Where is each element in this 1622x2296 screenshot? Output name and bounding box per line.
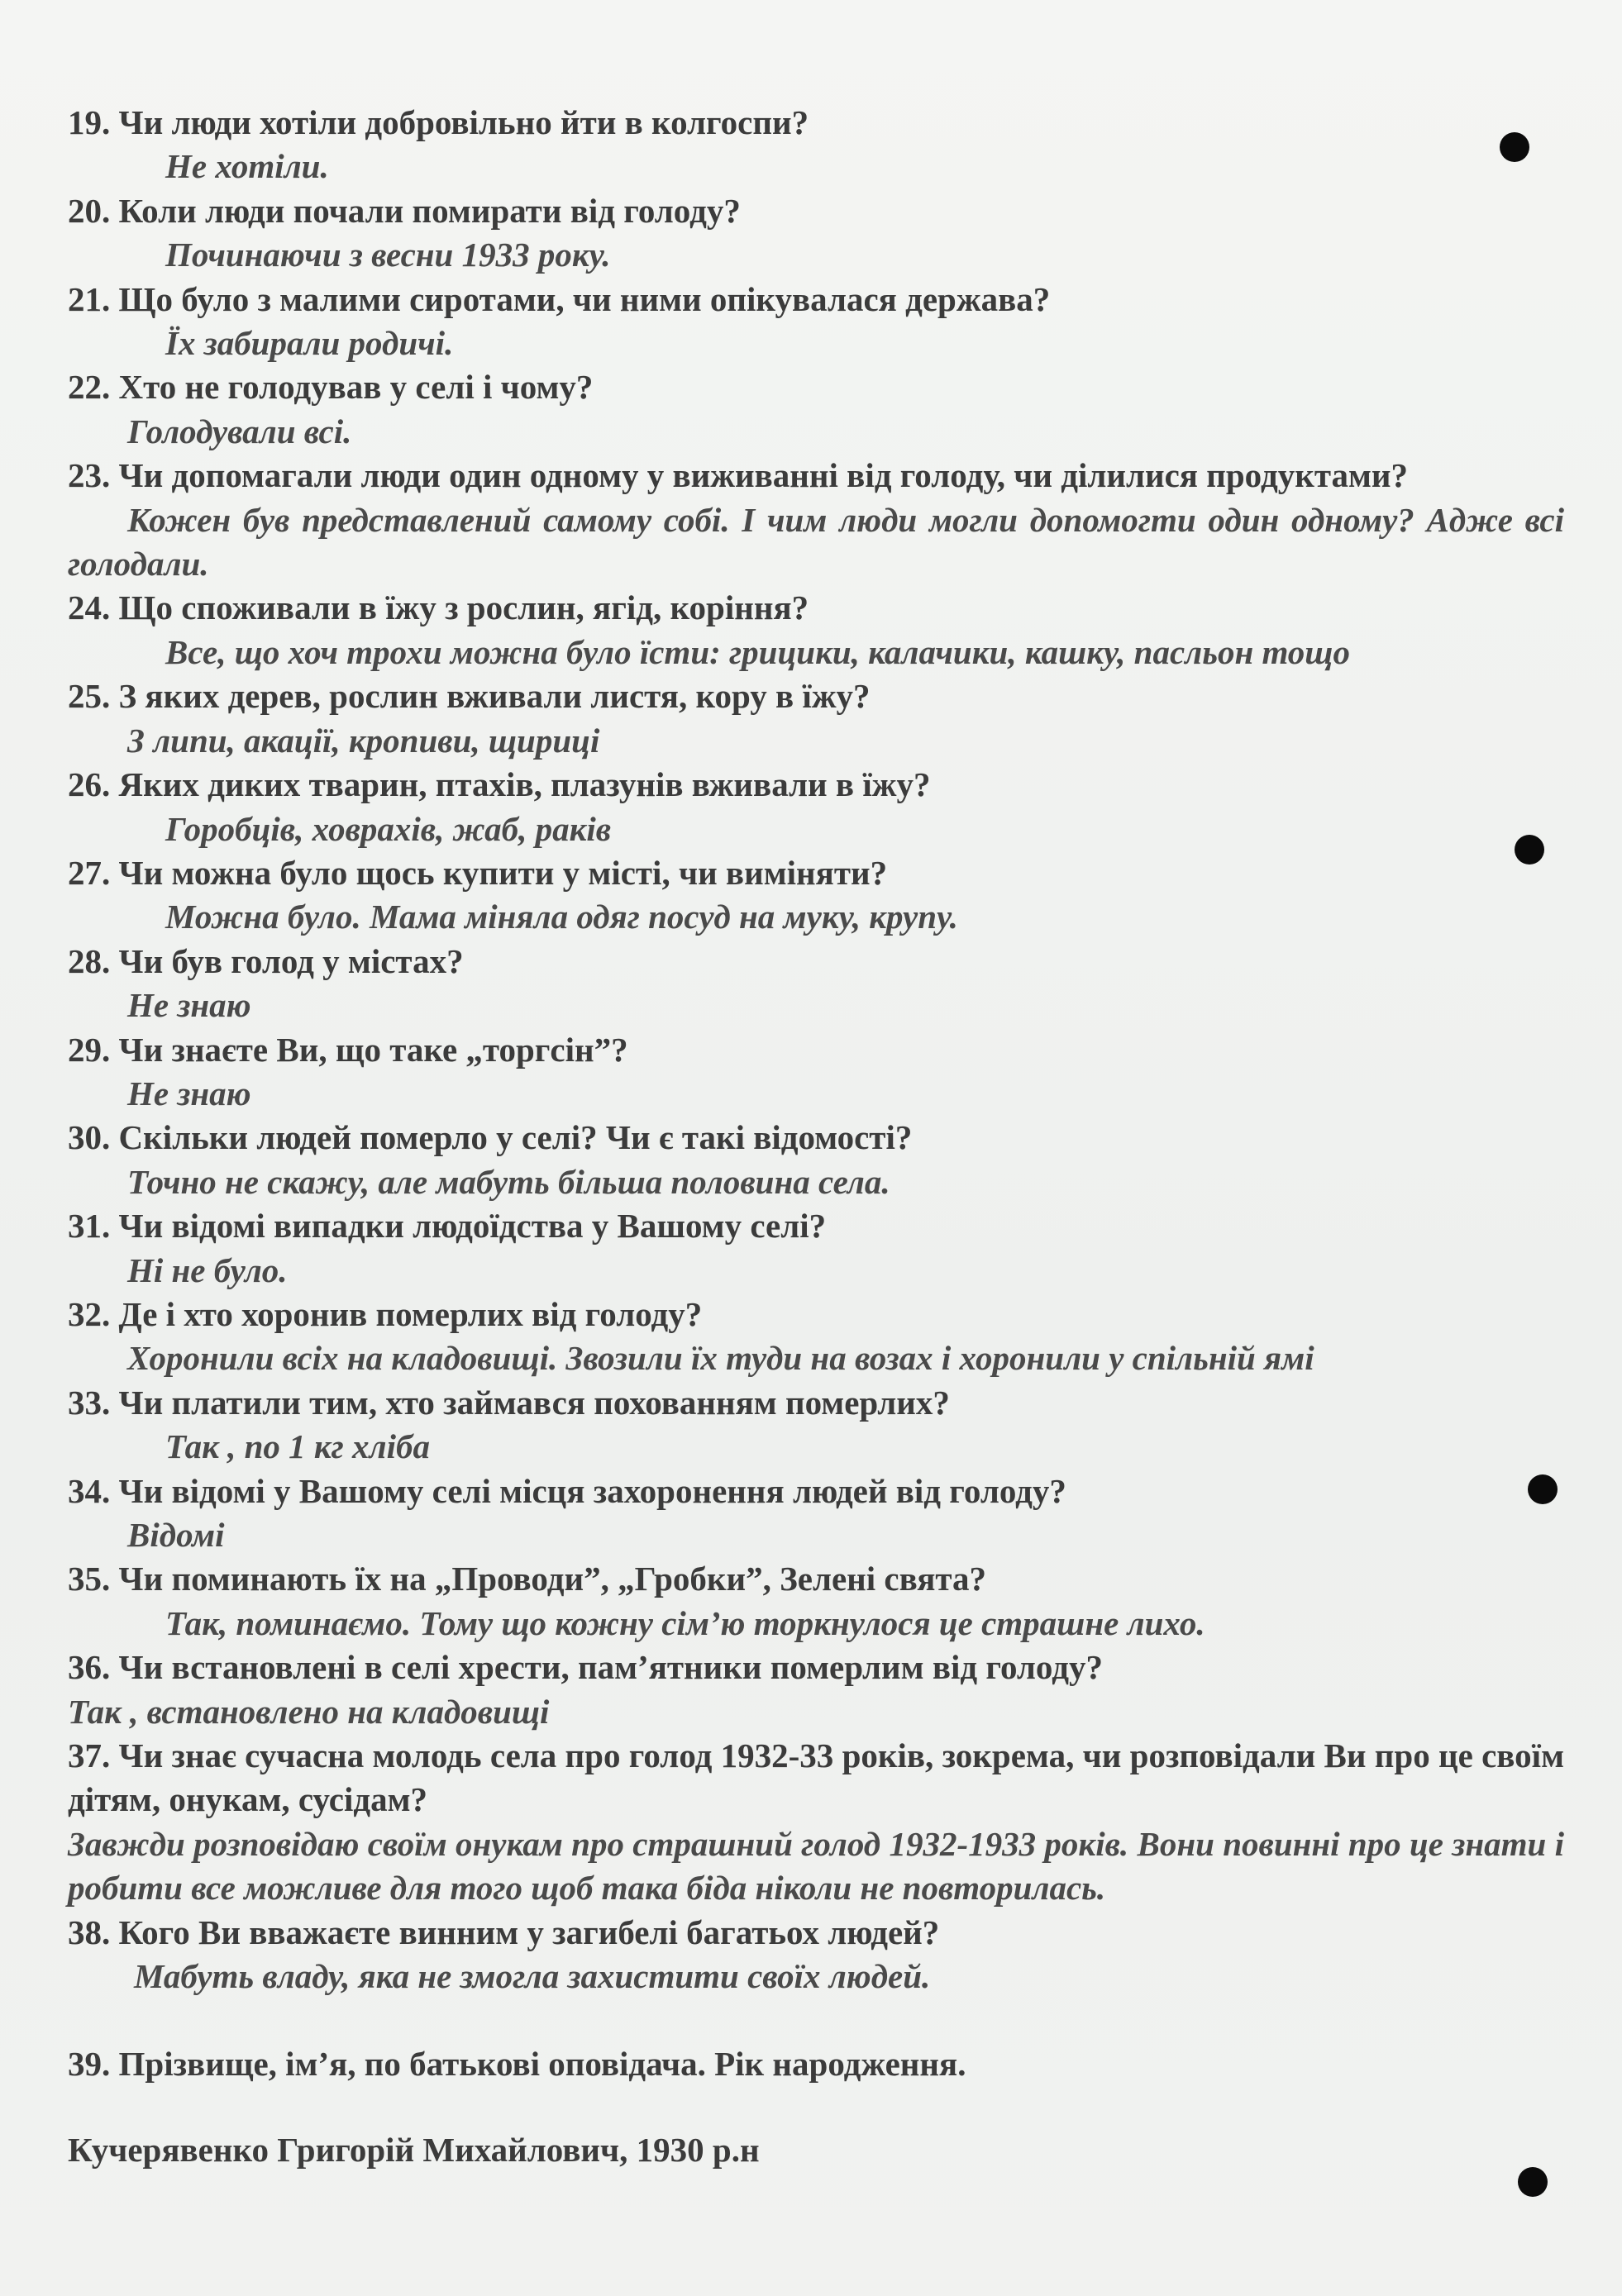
answer-31: Ні не було. xyxy=(127,1250,288,1289)
answer-22: Голодували всі. xyxy=(127,412,352,450)
answer-19: Не хотіли. xyxy=(165,147,329,186)
question-30: 30. Скільки людей померло у селі? Чи є такі відомості? xyxy=(68,1118,913,1157)
question-39: 39. Прізвище, ім’я, по батькові оповідача. Рік народження. xyxy=(68,2045,966,2084)
question-25: 25. З яких дерев, рослин вживали листя, кору в їжу? xyxy=(68,677,871,716)
spacer xyxy=(68,1998,1564,2042)
question-32: 32. Де і хто хоронив померлих від голоду? xyxy=(68,1294,703,1333)
answer-25: З липи, акації, кропиви, щириці xyxy=(127,721,600,760)
answer-37: Завжди розповідаю своїм онукам про страшний голод 1932-1933 років. Вони повинні про це знати і робити все можливе для того щоб така біда ніколи не повторилась. xyxy=(68,1824,1564,1908)
answer-23: Кожен був представлений самому собі. І чим люди могли допомогти один одному? Адже всі голодали. xyxy=(68,500,1564,584)
answer-36: Так , встановлено на кладовищі xyxy=(68,1692,550,1731)
answer-24: Все, що хоч трохи можна було їсти: грицики, калачики, кашку, пасльон тощо xyxy=(165,632,1350,671)
question-31: 31. Чи відомі випадки людоїдства у Вашому селі? xyxy=(68,1207,827,1246)
question-34: 34. Чи відомі у Вашому селі місця захоронення людей від голоду? xyxy=(68,1471,1066,1510)
question-33: 33. Чи платили тим, хто займався похованням померлих? xyxy=(68,1383,950,1422)
question-26: 26. Яких диких тварин, птахів, плазунів вживали в їжу? xyxy=(68,765,931,804)
question-29: 29. Чи знаєте Ви, що таке „торгсін”? xyxy=(68,1030,628,1069)
question-19: 19. Чи люди хотіли добровільно йти в колгоспи? xyxy=(68,103,809,141)
question-23: 23. Чи допомагали люди один одному у виживанні від голоду, чи ділилися продуктами? xyxy=(68,456,1409,495)
question-37: 37. Чи знає сучасна молодь села про голод 1932-33 років, зокрема, чи розповідали Ви про це своїм дітям, онукам, сусідам? xyxy=(68,1736,1564,1819)
questionnaire xyxy=(68,101,1564,2172)
answer-26: Горобців, ховрахів, жаб, раків xyxy=(165,809,612,848)
answer-32: Хоронили всіх на кладовищі. Звозили їх туди на возах і хоронили у спільній ямі xyxy=(127,1339,1314,1378)
answer-29: Не знаю xyxy=(127,1074,251,1112)
answer-33: Так , по 1 кг хліба xyxy=(165,1427,430,1466)
question-35: 35. Чи поминають їх на „Проводи”, „Гробки”, Зелені свята? xyxy=(68,1560,987,1598)
question-27: 27. Чи можна було щось купити у місті, чи виміняти? xyxy=(68,853,888,892)
question-22: 22. Хто не голодував у селі і чому? xyxy=(68,368,594,407)
question-20: 20. Коли люди почали помирати від голоду? xyxy=(68,191,741,230)
question-36: 36. Чи встановлені в селі хрести, пам’ятники померлим від голоду? xyxy=(68,1648,1103,1687)
answer-20: Починаючи з весни 1933 року. xyxy=(165,236,611,274)
question-38: 38. Кого Ви вважаєте винним у загибелі багатьох людей? xyxy=(68,1913,940,1951)
answer-35: Так, поминаємо. Тому що кожну сім’ю торкнулося це страшне лихо. xyxy=(165,1603,1205,1642)
answer-34: Відомі xyxy=(127,1516,225,1554)
question-21: 21. Що було з малими сиротами, чи ними опікувалася держава? xyxy=(68,279,1051,318)
question-28: 28. Чи був голод у містах? xyxy=(68,941,464,980)
answer-21: Їх забирали родичі. xyxy=(165,324,454,363)
narrator-signature: Кучерявенко Григорій Михайлович, 1930 р.н xyxy=(68,2130,760,2169)
question-24: 24. Що споживали в їжу з рослин, ягід, коріння? xyxy=(68,588,809,627)
answer-28: Не знаю xyxy=(127,986,251,1025)
answer-30: Точно не скажу, але мабуть більша половина села. xyxy=(127,1162,890,1201)
answer-38: Мабуть владу, яка не змогла захистити своїх людей. xyxy=(134,1957,931,1996)
answer-27: Можна було. Мама міняла одяг посуд на муку, крупу. xyxy=(165,898,958,936)
